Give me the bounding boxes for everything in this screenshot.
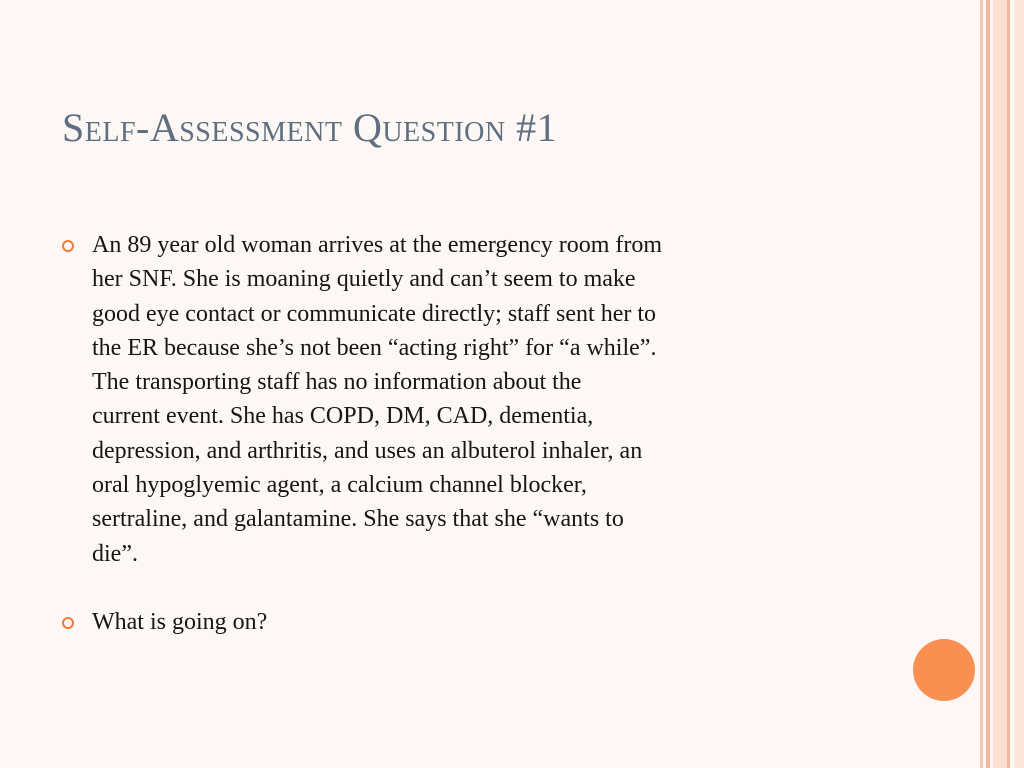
decorative-circle-icon [913,639,975,701]
bullet-item [62,605,892,639]
slide-content [62,228,892,639]
decorative-stripe [980,0,983,768]
bullet-item [62,228,892,571]
decorative-stripe [993,0,1007,768]
decorative-stripe [986,0,990,768]
decorative-stripe [1014,0,1024,768]
bullet-circle-icon [62,240,74,252]
bullet-text: What is going on? [92,608,268,635]
bullet-text: An 89 year old woman arrives at the emergency room from her SNF. She is moaning quietly and can’t seem to make good eye contact or communicate directly; staff sent her to the ER because she’s not been “acting right” for “a while”. The transporting staff has no information about the current event. She has COPD, DM, CAD, dementia, depression, and arthritis, and uses an albuterol inhaler, an oral hypoglyemic agent, a calcium channel blocker, sertraline, and galantamine. She says that she “wants to die”. [92,232,663,567]
decorative-stripe [1007,0,1010,768]
bullet-circle-icon [62,617,74,629]
slide-title: Self-Assessment Question #1 [62,105,558,150]
